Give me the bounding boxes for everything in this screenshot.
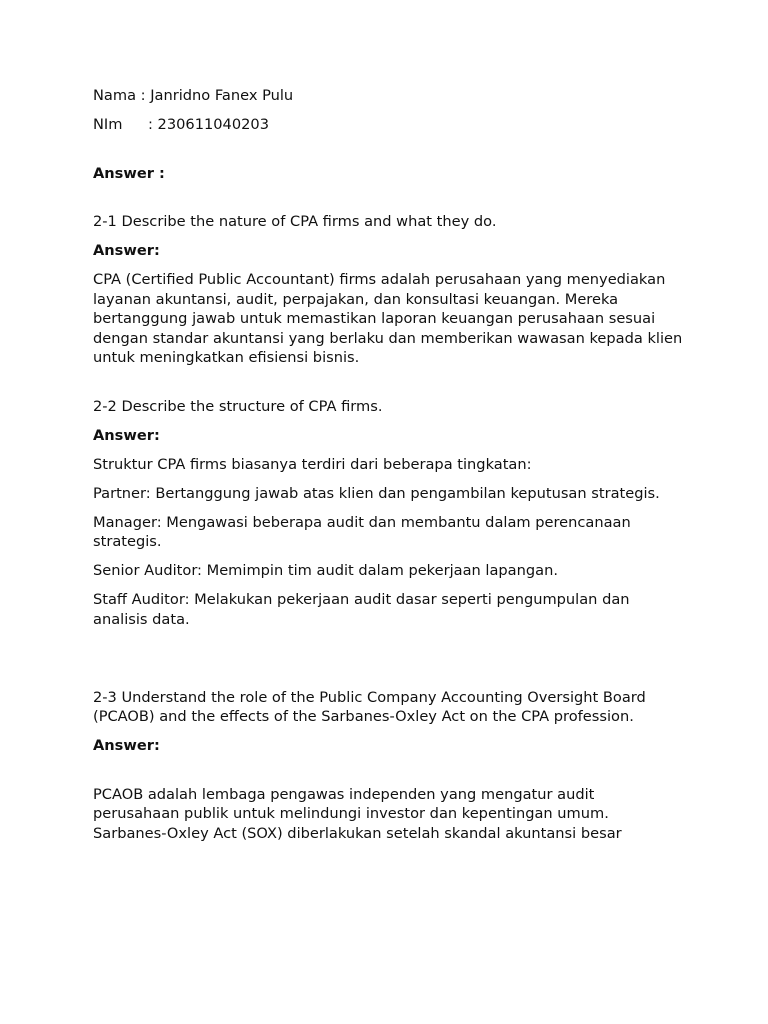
answer-paragraph: Struktur CPA firms biasanya terdiri dari beberapa tingkatan: — [93, 455, 532, 473]
answer-paragraph: Manager: Mengawasi beberapa audit dan membantu dalam perencanaan strategis. — [93, 513, 631, 550]
answer-label-2-1: Answer: — [93, 242, 160, 259]
answer-label-2-2: Answer: — [93, 426, 160, 444]
answer-label-2-3: Answer: — [93, 737, 160, 754]
nim-label: NIm — [93, 116, 123, 133]
student-name: Nama : Janridno Fanex Pulu — [93, 87, 294, 104]
answer-paragraph: PCAOB adalah lembaga pengawas independen yang mengatur audit perusahaan publik untuk melindungi investor dan kepentingan umum. Sarbanes-Oxley Act (SOX) diberlakukan setelah skandal akuntansi besar — [93, 785, 622, 842]
answer-paragraph: CPA (Certified Public Accountant) firms adalah perusahaan yang menyediakan layanan akuntansi, audit, perpajakan, dan konsultasi keuangan. Mereka bertanggung jawab untuk memastikan laporan keuangan perusahaan sesuai dengan standar akuntansi yang berlaku dan memberikan wawasan kepada klien untuk meningkatkan efisiensi bisnis. — [93, 271, 683, 366]
answer-heading: Answer : — [93, 164, 165, 182]
student-nim — [93, 115, 683, 135]
answer-paragraph: Senior Auditor: Memimpin tim audit dalam pekerjaan lapangan. — [93, 562, 558, 579]
question-2-2: 2-2 Describe the structure of CPA firms. — [93, 397, 383, 415]
question-2-1: 2-1 Describe the nature of CPA firms and what they do. — [93, 213, 497, 230]
nim-value: : 230611040203 — [148, 116, 269, 133]
question-2-3: 2-3 Understand the role of the Public Company Accounting Oversight Board (PCAOB) and the effects of the Sarbanes-Oxley Act on the CPA profession. — [93, 688, 646, 725]
document-body — [93, 86, 683, 853]
answer-paragraph: Partner: Bertanggung jawab atas klien dan pengambilan keputusan strategis. — [93, 484, 660, 502]
answer-paragraph: Staff Auditor: Melakukan pekerjaan audit dasar seperti pengumpulan dan analisis data. — [93, 591, 630, 628]
